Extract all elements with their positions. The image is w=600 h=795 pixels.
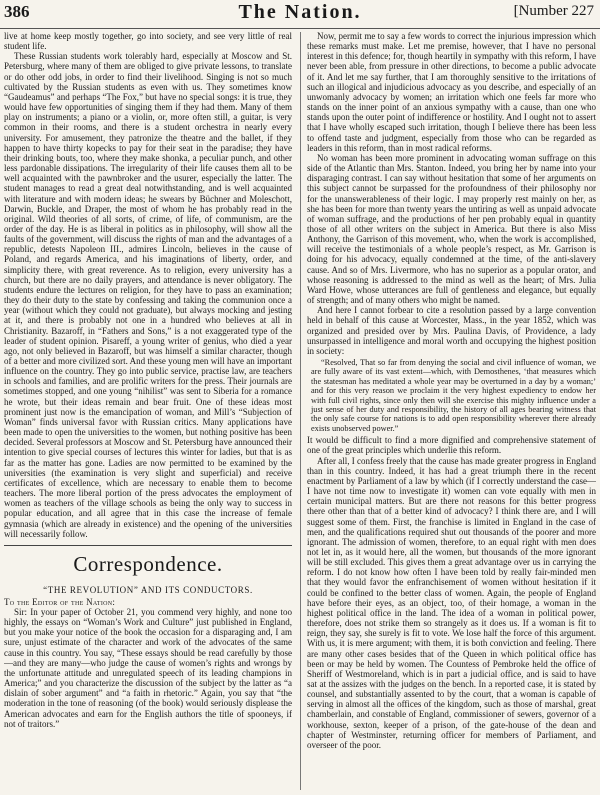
- right-paragraph-1: Now, permit me to say a few words to correct the injurious impression which these remarks must make. Let me premise, however, that I have no personal interest in this defence; for, though heartily in sympathy with this reform, I have never been able, from pressure in other directions, to become a public advocate of it. And let me say further, that I am thoroughly sensitive to the irritations of such an illogical and injudicious advocacy as you describe, and especially of an unwomanly advocacy by women; an irritation which one feels far more who stands on the inner point of an anxious sympathy with a cause, than one who stands upon the outer point of indifference or hostility. And I ought not to assert that I have wholly escaped such irritation, though I believe there has been less to offend taste and judgment, especially from those who can be regarded as leaders in this reform, than in most radical reforms.: [307, 31, 596, 153]
- right-column: [307, 31, 596, 795]
- section-rule: [4, 545, 292, 546]
- column-divider: [300, 32, 301, 790]
- right-paragraph-2: No woman has been more prominent in advocating woman suffrage on this side of the Atlantic than Mrs. Stanton. Indeed, you bring her by name into your disparaging contrast. I can say without hesitation that some of her arguments on this subject cannot be surpassed for the profoundness of their philosophy nor for the unanswerableness of their logic. I may properly rest mainly on her, as she has been for more than twenty years the untiring as well as unpaid advocate of woman suffrage, and the productions of her pen probably equal in quantity those of all other writers on the subject in America. But there is also Miss Anthony, the Garrison of this movement, who, when the work is accomplished, will receive the testimonials of a whole people’s respect, as Mr. Garrison is doing for his advocacy, equally condemned at the time, of the anti-slavery cause. And so of Mrs. Livermore, who has no superior as a popular orator, and whose reasoning is addressed to the mind as well as the heart; of Mrs. Julia Ward Howe, whose utterances are full of gentleness and elegance, but equally of strength; and of many others who might be named.: [307, 152, 596, 306]
- left-paragraph-2: These Russian students work tolerably hard, especially at Moscow and St. Petersburg, where many of them are obliged to give private lessons, to translate or do other odd jobs, in order to find their livelihood. Singing is not so much cultivated by the Russian students as even with us. They sometimes know “Gaudeamus” and perhaps “The Fox,” but have no special songs: it is true, they would have few opportunities of singing them if they had them. Many of them play on instruments; a piano or a violin, or, more often still, a guitar, is very common in their rooms, and there is a student orchestra in nearly every university. For amusement, they patronize the theatre and the ballet, if they happen to have thirty kopecks to pay for their seat in the paradise; they have their drinking bouts, too, where they make shonka, a peculiar punch, and other less pardonable dissipations. The irregularity of their life causes them all to be well acquainted with the pawnbroker and the usurer, especially the latter. The student manages to read a great deal notwithstanding, and is well acquainted with literature and with modern ideas; he swears by Büchner and Moleschott, Darwin, Buckle, and Draper, the most of whom he has probably read in the original. Wild theories of all sorts, of crime, of life, of communism, are the order of the day. He is as liberal in politics as in philosophy, will show all the faults of the government, will discuss the rights of man and the advantages of a republic, detests Napoleon III., admires Lincoln, believes in the cause of Poland, and regards America, and his imaginations of liberty, order, and simplicity there, with great reverence. As to religion, every university has a church, but there are no daily prayers, and attendance is never obligatory. The students endure the lectures on religion, for they have to pass an examination; they do their duty to the state by confessing and taking the communion once a year (without which they could not graduate), but always mocking and jesting at it, and there is probably not one in a hundred who believes at all in Christianity. Bazaroff, in “Fathers and Sons,” is a not exaggerated type of the leader of student opinion. Pisareff, a young writer of genius, who died a year ago, not only believed in Bazaroff, but was himself a similar character, though of a better and more civilized sort. And these young men will have an important influence on the country. They go into public service, practise law, are teachers in schools and families, and are prolific writers for the press. Their journals are sometimes stopped, and one young “nihilist” was sent to Siberia for a romance he wrote, but their ideas remain and bear fruit. One of these ideas most prominent just now is the emancipation of woman, and Mill’s “Subjection of Woman” finds universal favor with Russian critics. Many applications have been made to open the universities to the women, but nothing positive has been decided. Several professors at Moscow and St. Petersburg have announced their intention to give special courses of lectures this winter for ladies, but that is as far as the matter has gone. Ladies are now permitted to be examined by the universities (the examination is very slight and superficial) and receive certificates of excellence, which are necessary to enable them to become teachers. The more liberal portion of the press advocates the employment of women as teachers of the village schools as being the only way to success in popular education, and all agree that in this case the increase of female gymnasia (which are already in existence) and the opening of the universities will necessarily follow.: [4, 51, 292, 539]
- salutation-line: To the Editor of the Nation:: [4, 596, 116, 607]
- right-paragraph-5: After all, I confess freely that the cause has made greater progress in England than in this country. Indeed, it has had a great triumph there in the recent enactment by Parliament of a law by which (if I correctly understand the case—I have not time now to investigate it) women can vote equally with men in certain municipal matters. But are there not reasons for this better progress there other than that of a better kind of advocacy? I think there are, and I will suggest some of them. First, the franchise is limited in England in the case of men, and the qualifications required shut out thousands of the poorer and more ignorant. The admission of women, therefore, to an equal right with men does not let in, as it would here, all the women, but thousands of the more ignorant will be still excluded. This gives them a great advantage over us in carrying the reform. I do not know how often I have been told by really fair-minded men that they would favor the enfranchisement of women without hesitation if it could be confined to the better class of women. Again, the people of England have before their eyes, as an object, too, of their homage, a woman in the highest political office in the land. The idea of a woman in political power, therefore, does not strike them so strangely as it does us. If a woman is fit to reign, they say, she surely is fit to vote. We lose half the force of this argument. With us, it is mere argument; with them, it is both conviction and feeling. There are many other cases besides that of the Queen in which political office has been or may be held by women. The Countess of Pembroke held the office of Sheriff of Westmoreland, which is in part a judicial office, and is said to have sat at the assizes with the judges on the bench. In a reported case, it is stated by counsel, and substantially assented to by the court, that a woman is capable of serving in almost all the offices of the kingdom, such as those of marshal, great chamberlain, and constable of England, commissioner of sewers, governor of a workhouse, sexton, keeper of a prison, of the gate-house of the dean and chapter of Westminster, returning officer for members of Parliament, and overseer of the poor.: [307, 455, 596, 750]
- section-heading: Correspondence.: [73, 551, 223, 576]
- page-number: 386: [4, 2, 30, 21]
- article-heading: “THE REVOLUTION” AND ITS CONDUCTORS.: [43, 584, 253, 595]
- resolution-quote: “Resolved, That so far from denying the social and civil influence of woman, we are fully aware of its vast extent—which, with Demosthenes, ‘that measures which the statesman has meditated a whole year may be overturned in a day by a woman;’ and for this very reason we proclaim it the very highest expediency to endow her with full civil rights, since only then will she exercise this mighty influence under a just sense of her duty and responsibility, the history of all ages bearing witness that the only safe course for nations is to add open responsibility wherever there already exists unobserved power.”: [311, 358, 596, 433]
- left-paragraph-1: live at home keep mostly together, go into society, and see very little of real student life.: [4, 31, 292, 52]
- right-paragraph-3: And here I cannot forbear to cite a resolution passed by a large convention held in behalf of this cause at Worcester, Mass., in the year 1852, which was organized and presided over by Mrs. Paulina Davis, of Providence, a lady unsurpassed in intelligence and moral worth and occupying the highest position in society:: [307, 305, 596, 356]
- right-paragraph-4: It would be difficult to find a more dignified and comprehensive statement of one of the great principles which underlie this reform.: [307, 435, 596, 456]
- left-column: [4, 31, 292, 795]
- letter-paragraph-1: Sir: In your paper of October 21, you commend very highly, and none too highly, the essays on “Woman’s Work and Culture” just published in England, but you make your notice of the book the occasion for a disparaging and, I am sure, unjust estimate of the character and work of the advocates of the same cause in this country. You say, “These essays should be read carefully by those—and they are many—who judge the cause of women’s rights and wrongs by the unfortunate attitude and unregulated speech of its leading champions in America;” and you characterize the discussion of the subject by the latter as “a dislain of sober argument” and “a faith in rhetoric.” Again, you say that “the moderation in the tone of reasoning (of the book) would seriously displease the American advocates and earn for the English authors the title of spooneys, if not of traitors.”: [4, 606, 292, 729]
- issue-number: [Number 227: [513, 3, 594, 19]
- page-header: [0, 0, 600, 29]
- masthead-title: The Nation.: [238, 1, 362, 23]
